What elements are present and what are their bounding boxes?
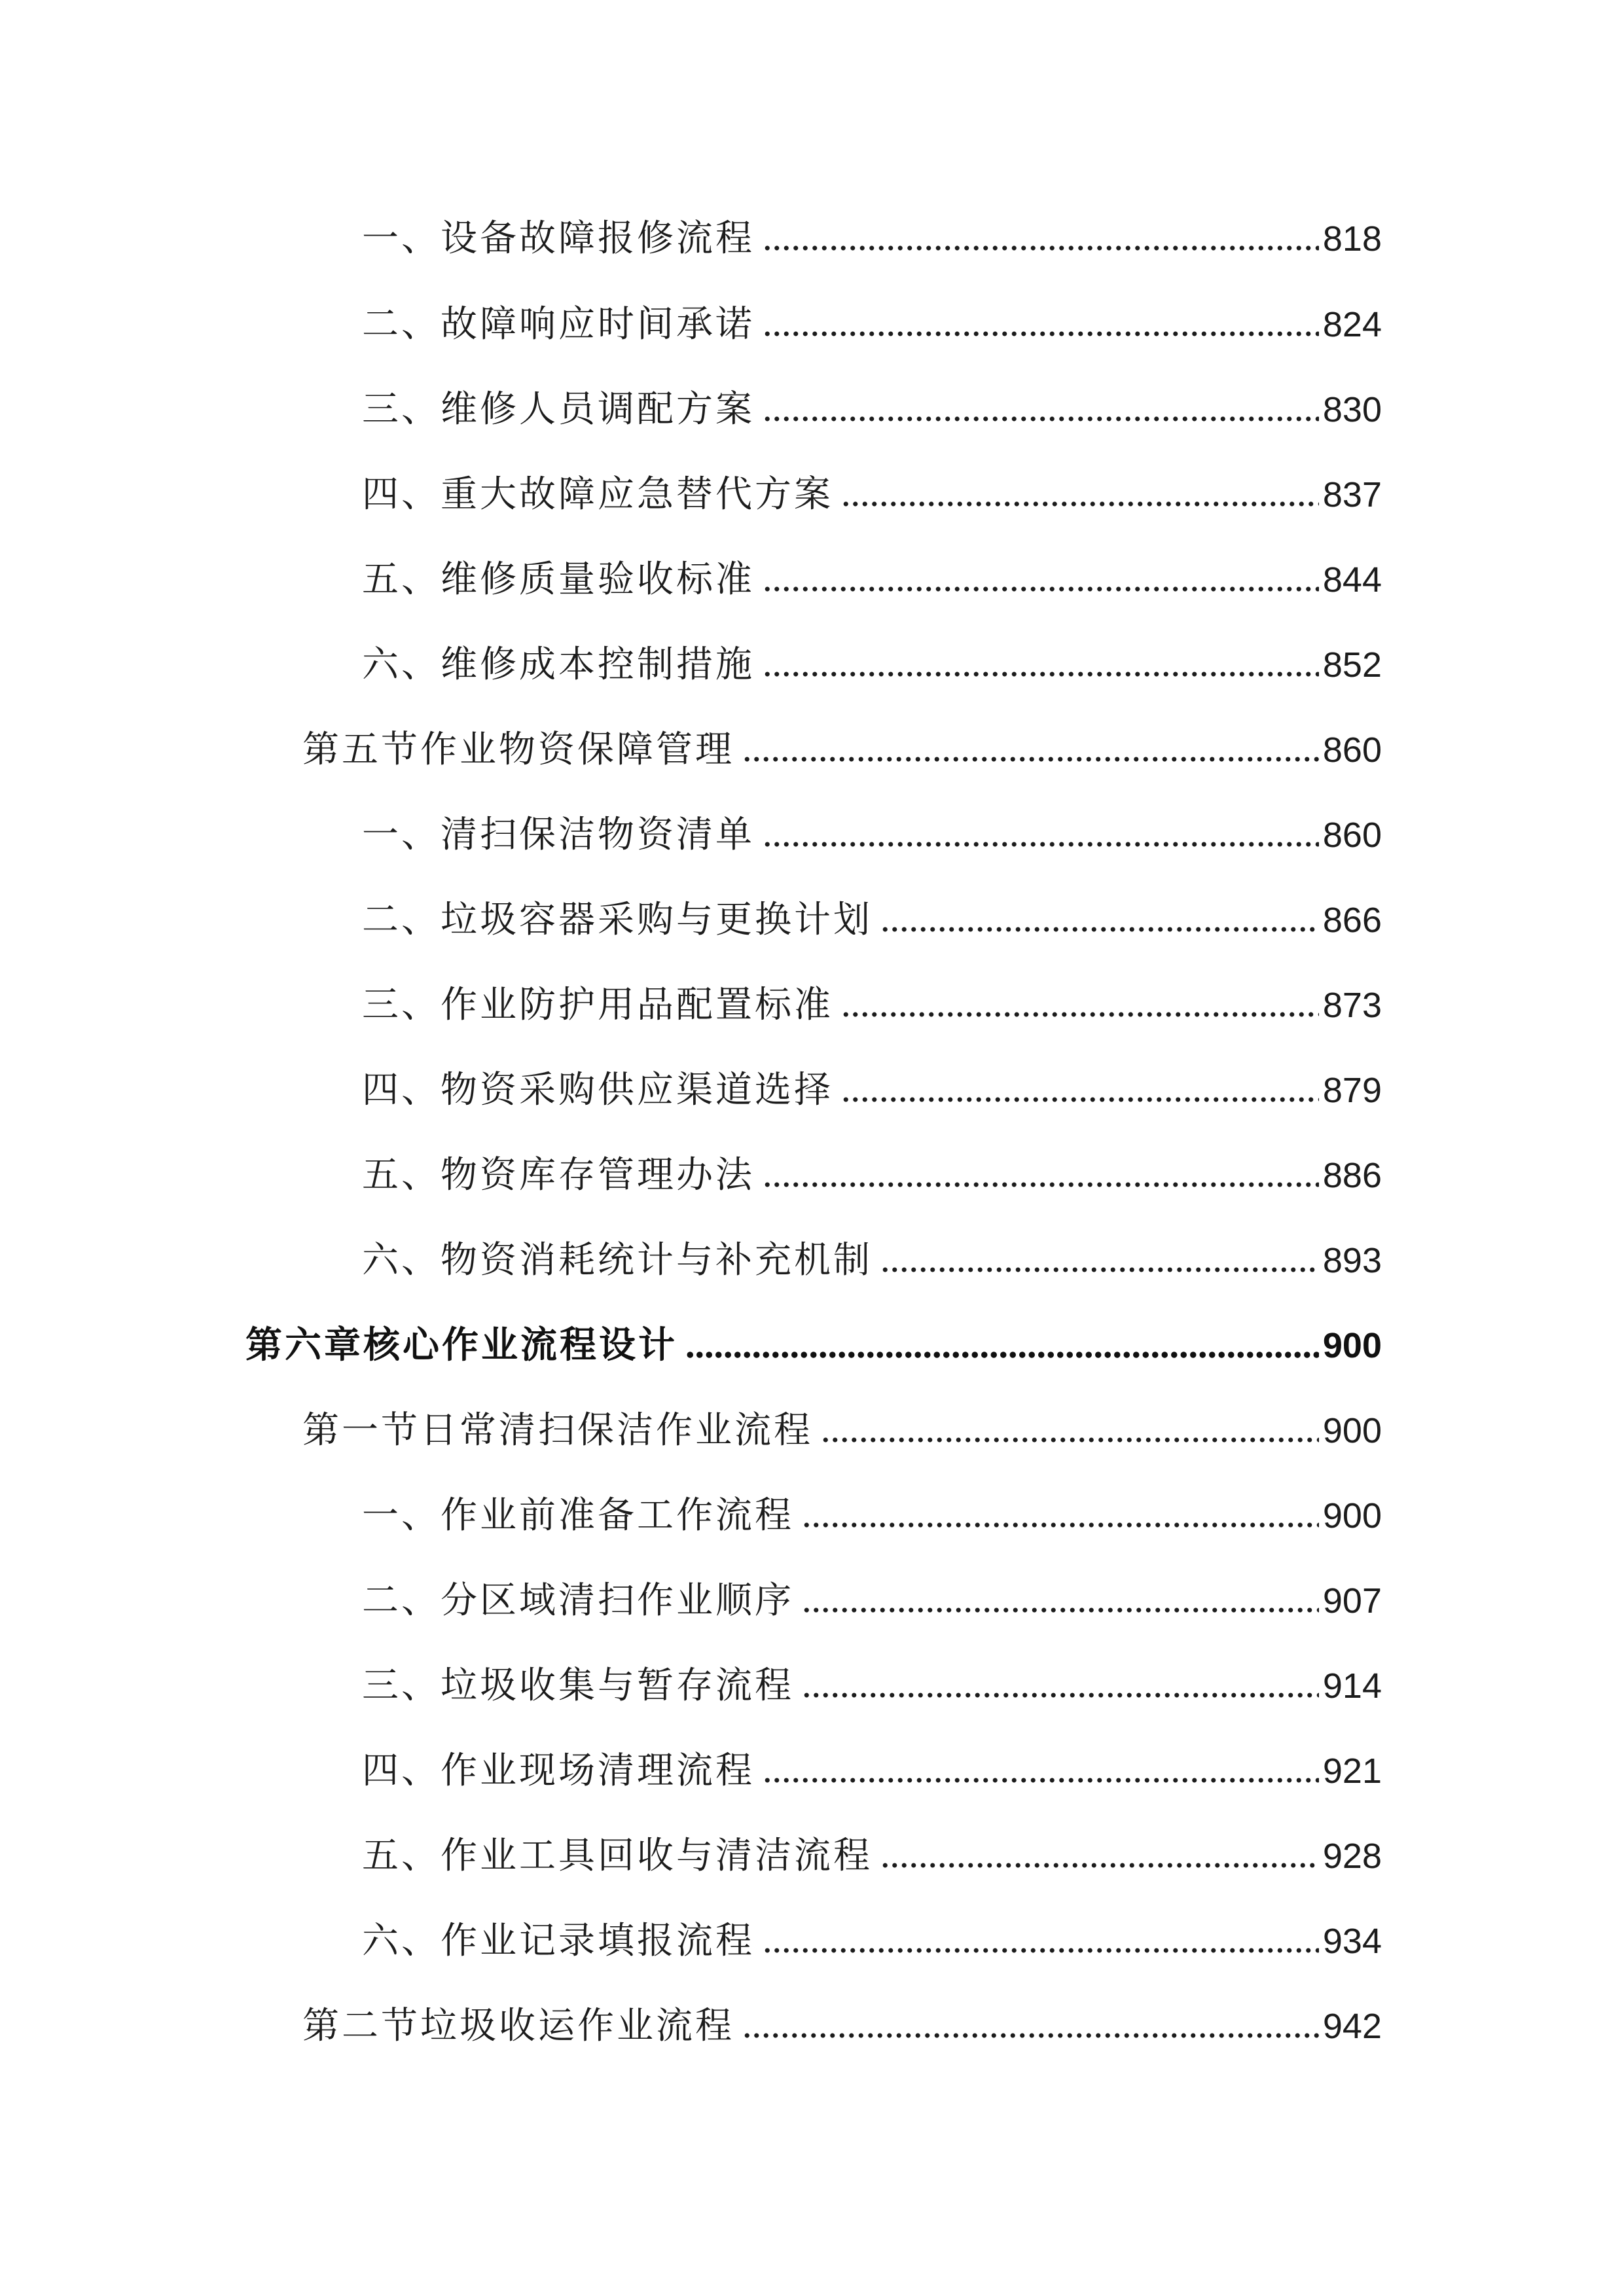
toc-dot-leader [763, 840, 1319, 848]
toc-chapter-entry[interactable] [245, 1319, 1382, 1372]
toc-entry-title: 第六章核心作业流程设计 [245, 1324, 677, 1367]
toc-entry[interactable] [362, 639, 1382, 691]
toc-entry[interactable] [362, 1660, 1382, 1712]
toc-section-entry[interactable] [302, 724, 1382, 776]
toc-dot-leader [880, 925, 1319, 933]
toc-dot-leader [763, 585, 1319, 593]
toc-entry-title: 一、作业前准备工作流程 [362, 1494, 794, 1537]
toc-page-number: 879 [1322, 1071, 1382, 1110]
toc-page-number: 900 [1322, 1411, 1382, 1450]
toc-page-number: 830 [1322, 390, 1382, 429]
toc-entry[interactable] [362, 1830, 1382, 1882]
toc-dot-leader [821, 1436, 1319, 1444]
toc-entry[interactable] [362, 213, 1382, 265]
toc-page-number: 852 [1322, 645, 1382, 685]
toc-dot-leader [763, 1181, 1319, 1189]
toc-entry-title: 四、重大故障应急替代方案 [362, 473, 833, 516]
toc-dot-leader [880, 1861, 1319, 1869]
toc-entry[interactable] [362, 1915, 1382, 1967]
toc-page-number: 928 [1322, 1837, 1382, 1876]
toc-entry[interactable] [362, 384, 1382, 436]
toc-entry-title: 第五节作业物资保障管理 [302, 728, 734, 771]
toc-entry-title: 二、垃圾容器采购与更换计划 [362, 899, 873, 941]
toc-entry-title: 第二节垃圾收运作业流程 [302, 2005, 734, 2047]
toc-page-number: 893 [1322, 1241, 1382, 1280]
toc-page-number: 844 [1322, 560, 1382, 600]
toc-entry[interactable] [362, 1575, 1382, 1627]
toc-entry-title: 四、作业现场清理流程 [362, 1749, 755, 1792]
toc-dot-leader [802, 1606, 1319, 1614]
toc-dot-leader [802, 1521, 1319, 1529]
toc-entry-title: 五、作业工具回收与清洁流程 [362, 1835, 873, 1877]
toc-dot-leader [763, 1946, 1319, 1954]
toc-dot-leader [763, 1776, 1319, 1784]
toc-dot-leader [841, 1096, 1319, 1103]
toc-page-number: 837 [1322, 475, 1382, 514]
toc-entry-title: 二、故障响应时间承诺 [362, 303, 755, 346]
toc-page-number: 907 [1322, 1581, 1382, 1621]
toc-dot-leader [841, 500, 1319, 508]
toc-entry[interactable] [362, 809, 1382, 861]
toc-dot-leader [685, 1351, 1319, 1359]
toc-dot-leader [763, 670, 1319, 678]
toc-entry-title: 三、维修人员调配方案 [362, 388, 755, 431]
toc-entry-title: 四、物资采购供应渠道选择 [362, 1069, 833, 1111]
toc-entry-title: 第一节日常清扫保洁作业流程 [302, 1409, 813, 1452]
toc-entry-title: 六、物资消耗统计与补充机制 [362, 1239, 873, 1282]
toc-entry-title: 三、垃圾收集与暂存流程 [362, 1664, 794, 1707]
toc-page-number: 942 [1322, 2007, 1382, 2046]
toc-entry[interactable] [362, 894, 1382, 946]
toc-dot-leader [763, 244, 1319, 252]
toc-entry[interactable] [362, 1490, 1382, 1542]
toc-entry-title: 一、设备故障报修流程 [362, 217, 755, 260]
toc-entry-title: 一、清扫保洁物资清单 [362, 814, 755, 856]
toc-page-number: 914 [1322, 1666, 1382, 1706]
toc-page-number: 866 [1322, 901, 1382, 940]
toc-page-number: 873 [1322, 986, 1382, 1025]
toc-entry[interactable] [362, 979, 1382, 1031]
toc-dot-leader [763, 415, 1319, 423]
toc-page-number: 860 [1322, 730, 1382, 770]
toc-page-number: 900 [1322, 1326, 1382, 1365]
toc-entry[interactable] [362, 1234, 1382, 1287]
toc-entry-title: 六、作业记录填报流程 [362, 1920, 755, 1962]
toc-entry-title: 六、维修成本控制措施 [362, 643, 755, 686]
toc-page-number: 934 [1322, 1922, 1382, 1961]
toc-dot-leader [742, 2032, 1319, 2039]
toc-dot-leader [802, 1691, 1319, 1699]
toc-entry[interactable] [362, 554, 1382, 606]
toc-section-entry[interactable] [302, 1405, 1382, 1457]
toc-dot-leader [742, 755, 1319, 763]
toc-dot-leader [880, 1266, 1319, 1274]
toc-dot-leader [841, 1011, 1319, 1018]
toc-entry-title: 五、物资库存管理办法 [362, 1154, 755, 1196]
toc-entry-title: 三、作业防护用品配置标准 [362, 984, 833, 1026]
toc-page-number: 824 [1322, 305, 1382, 344]
toc-dot-leader [763, 330, 1319, 338]
toc-entry[interactable] [362, 469, 1382, 521]
toc-entry[interactable] [362, 1064, 1382, 1117]
toc-page-number: 900 [1322, 1496, 1382, 1535]
toc-entry-title: 五、维修质量验收标准 [362, 558, 755, 601]
toc-page-number: 886 [1322, 1156, 1382, 1195]
toc-entry-title: 二、分区域清扫作业顺序 [362, 1579, 794, 1622]
toc-page-number: 860 [1322, 816, 1382, 855]
toc-page-number: 818 [1322, 219, 1382, 259]
toc-section-entry[interactable] [302, 2000, 1382, 2053]
toc-page-number: 921 [1322, 1751, 1382, 1791]
toc-entry[interactable] [362, 298, 1382, 351]
toc-entry[interactable] [362, 1149, 1382, 1202]
toc-entry[interactable] [362, 1745, 1382, 1797]
